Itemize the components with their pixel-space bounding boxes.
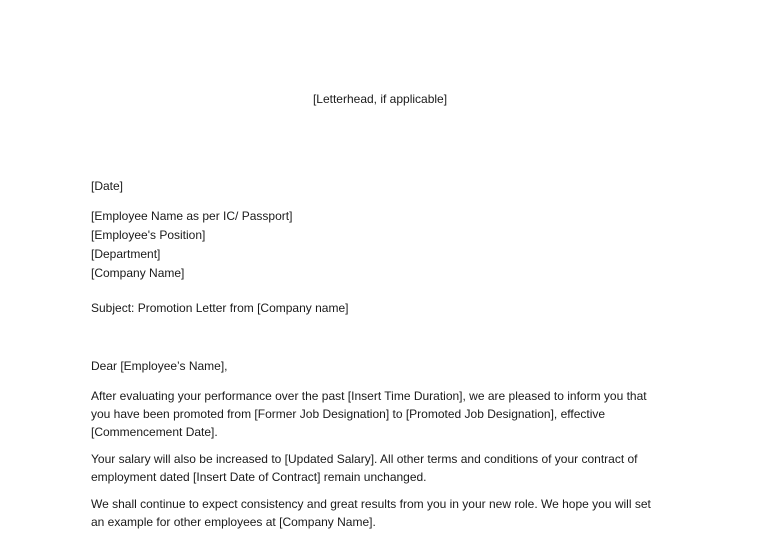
recipient-department: [Department] [91,247,161,261]
recipient-position: [Employee's Position] [91,228,206,242]
salutation: Dear [Employee’s Name], [91,359,228,373]
paragraph-line: an example for other employees at [Company Name]. [91,515,376,529]
body-paragraph-1 [91,387,681,441]
recipient-company: [Company Name] [91,266,185,280]
recipient-name: [Employee Name as per IC/ Passport] [91,209,293,223]
recipient-address-block [91,207,292,283]
paragraph-line: you have been promoted from [Former Job Designation] to [Promoted Job Designation], effective [91,407,606,421]
subject-line: Subject: Promotion Letter from [Company name] [91,301,349,315]
paragraph-line: Your salary will also be increased to [Updated Salary]. All other terms and conditions of your contract of [91,452,638,466]
date-placeholder: [Date] [91,179,124,193]
letterhead-placeholder: [Letterhead, if applicable] [312,92,448,106]
body-paragraph-2 [91,450,681,486]
body-paragraph-3 [91,495,681,531]
paragraph-line: We shall continue to expect consistency and great results from you in your new role. We hope you will set [91,497,651,511]
paragraph-line: employment dated [Insert Date of Contract] remain unchanged. [91,470,427,484]
paragraph-line: [Commencement Date]. [91,425,218,439]
paragraph-line: After evaluating your performance over the past [Insert Time Duration], we are pleased to inform you that [91,389,647,403]
